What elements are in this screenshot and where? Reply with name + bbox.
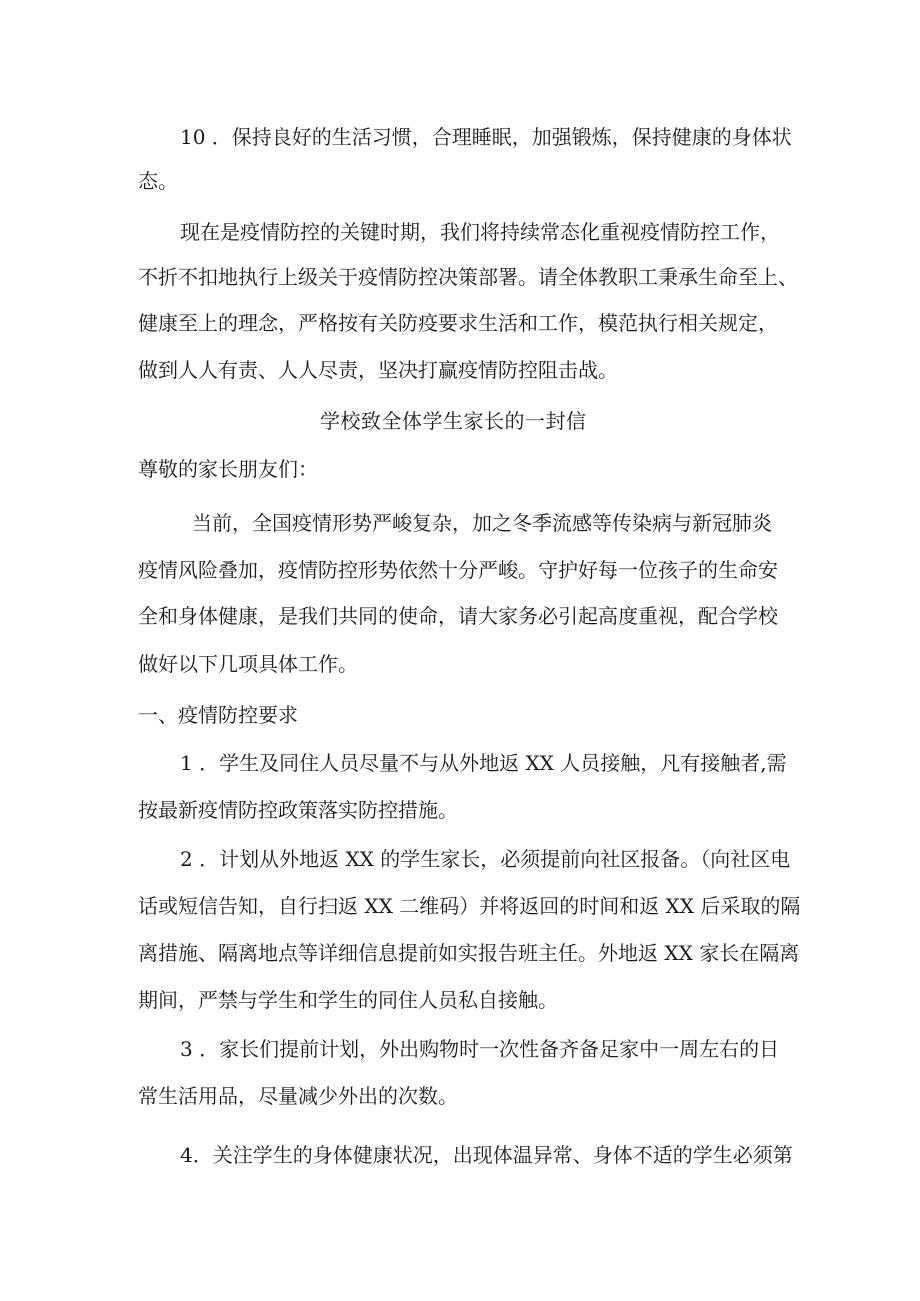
paragraph-line: 期间，严禁与学生和学生的同住人员私自接触。 bbox=[138, 988, 558, 1012]
letter-title: 学校致全体学生家长的一封信 bbox=[320, 409, 587, 433]
paragraph-line: 现在是疫情防控的关键时期，我们将持续常态化重视疫情防控工作， bbox=[180, 220, 780, 244]
paragraph-line: 健康至上的理念，严格按有关防疫要求生活和工作，模范执行相关规定， bbox=[138, 311, 778, 335]
paragraph-line: 疫情风险叠加，疫情防控形势依然十分严峻。守护好每一位孩子的生命安 bbox=[138, 558, 778, 582]
paragraph-line: 做到人人有责、人人尽责，坚决打赢疫情防控阻击战。 bbox=[138, 358, 618, 382]
paragraph-line: 10 ．保持良好的生活习惯，合理睡眠，加强锻炼，保持健康的身体状 bbox=[180, 125, 792, 149]
paragraph-line: 当前，全国疫情形势严峻复杂，加之冬季流感等传染病与新冠肺炎 bbox=[192, 511, 772, 535]
paragraph-line: 常生活用品，尽量减少外出的次数。 bbox=[138, 1084, 458, 1108]
paragraph-line: 2 ．计划从外地返 XX 的学生家长，必须提前向社区报备。（向社区电 bbox=[180, 847, 791, 871]
paragraph-line: 3 ．家长们提前计划，外出购物时一次性备齐备足家中一周左右的日 bbox=[180, 1037, 780, 1061]
paragraph-line: 做好以下几项具体工作。 bbox=[138, 652, 358, 676]
paragraph-line: 全和身体健康，是我们共同的使命，请大家务必引起高度重视，配合学校 bbox=[138, 604, 778, 628]
paragraph-line: 不折不扣地执行上级关于疫情防控决策部署。请全体教职工秉承生命至上、 bbox=[138, 265, 798, 289]
section-heading: 一、疫情防控要求 bbox=[138, 703, 298, 727]
salutation: 尊敬的家长朋友们： bbox=[138, 457, 318, 481]
paragraph-line: 4．关注学生的身体健康状况，出现体温异常、身体不适的学生必须第 bbox=[180, 1143, 793, 1167]
paragraph-line: 1 ．学生及同住人员尽量不与从外地返 XX 人员接触，凡有接触者,需 bbox=[180, 751, 787, 775]
paragraph-line: 离措施、隔离地点等详细信息提前如实报告班主任。外地返 XX 家长在隔离 bbox=[138, 941, 800, 965]
paragraph-line: 态。 bbox=[138, 169, 178, 193]
paragraph-line: 按最新疫情防控政策落实防控措施。 bbox=[138, 798, 458, 822]
paragraph-line: 话或短信告知，自行扫返 XX 二维码）并将返回的时间和返 XX 后采取的隔 bbox=[138, 894, 801, 918]
